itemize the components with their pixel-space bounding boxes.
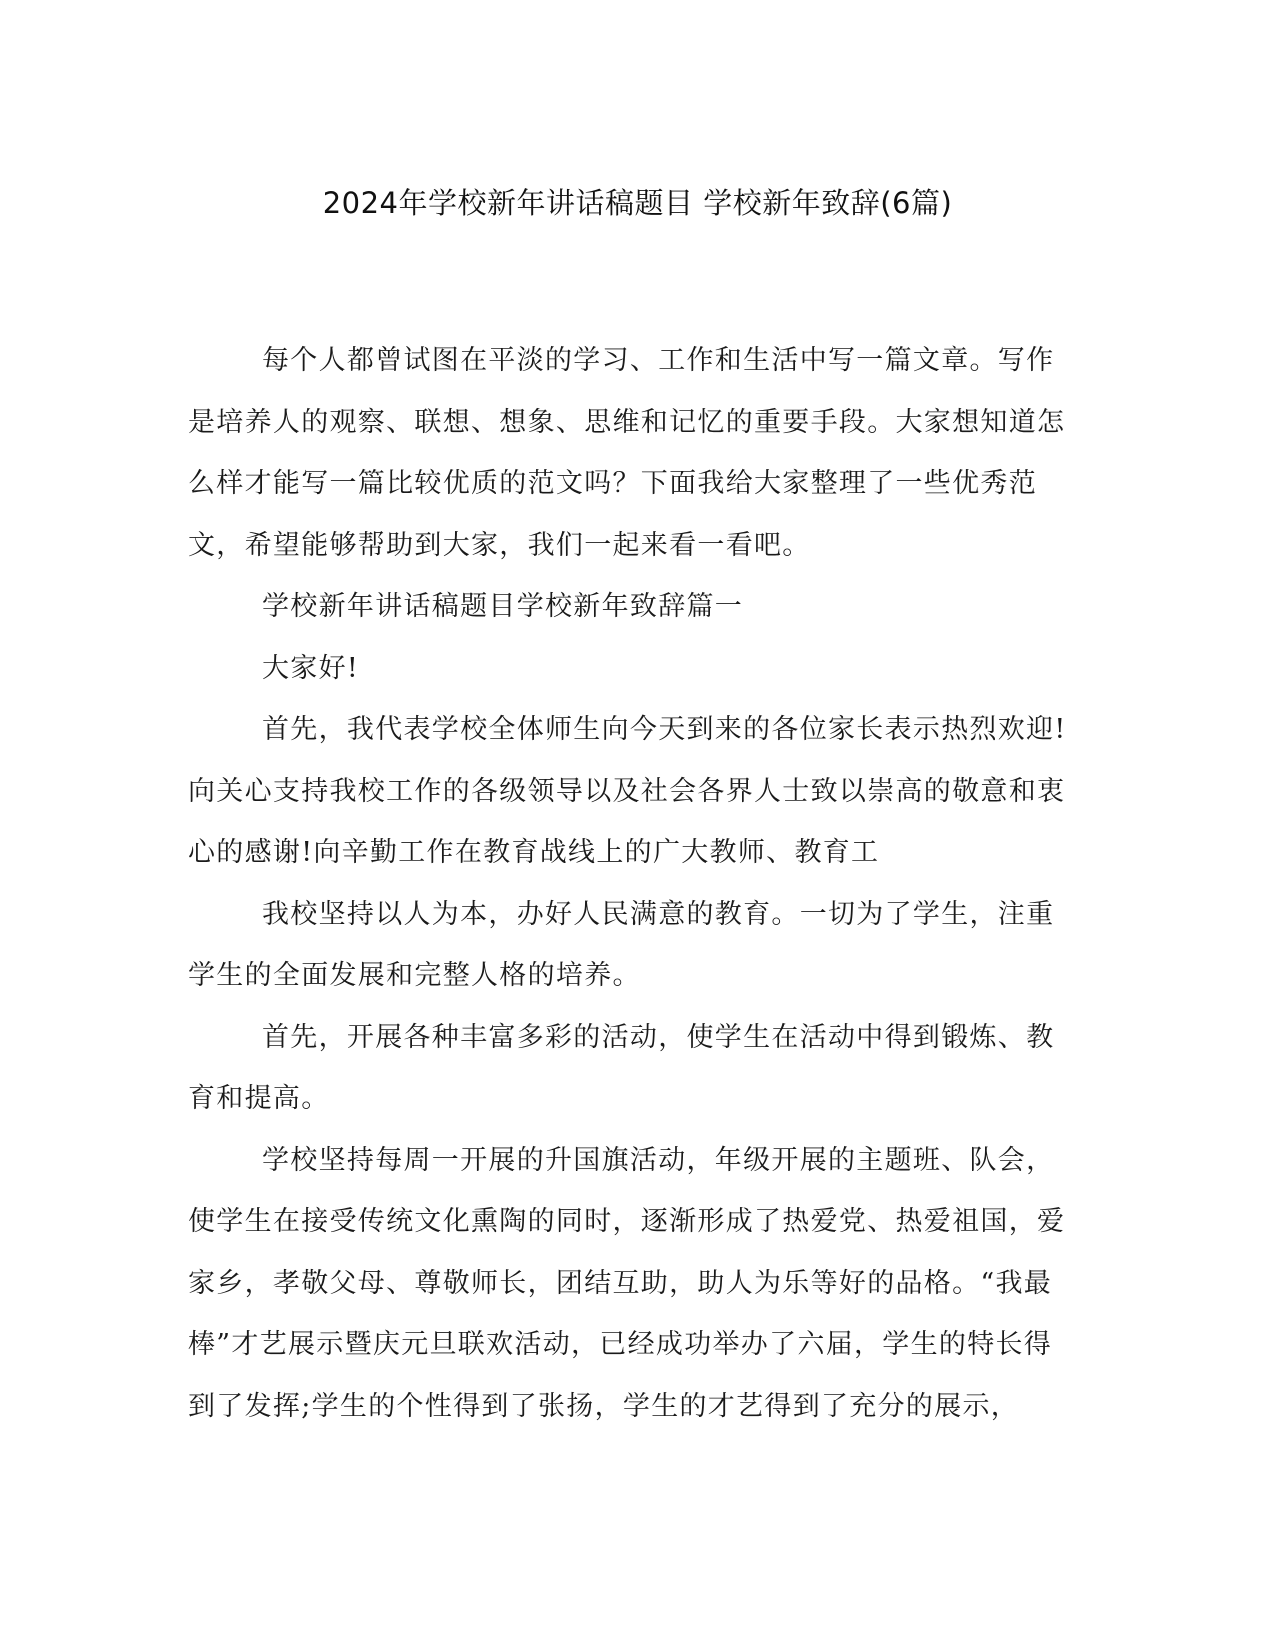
document-title: 2024年学校新年讲话稿题目 学校新年致辞(6篇) xyxy=(322,186,953,220)
paragraph-activities: 首先，开展各种丰富多彩的活动，使学生在活动中得到锻炼、教育和提高。 xyxy=(188,1021,1055,1114)
document-body xyxy=(188,330,1070,1437)
paragraph-intro: 每个人都曾试图在平淡的学习、工作和生活中写一篇文章。写作是培养人的观察、联想、想象、思维和记忆的重要手段。大家想知道怎么样才能写一篇比较优质的范文吗？下面我给大家整理了一些优秀范文，希望能够帮助到大家，我们一起来看一看吧。 xyxy=(188,345,1066,561)
paragraph-welcome: 首先，我代表学校全体师生向今天到来的各位家长表示热烈欢迎!向关心支持我校工作的各级领导以及社会各界人士致以崇高的敬意和衷心的感谢!向辛勤工作在教育战线上的广大教师、教育工 xyxy=(188,714,1067,868)
paragraph-philosophy: 我校坚持以人为本，办好人民满意的教育。一切为了学生，注重学生的全面发展和完整人格的培养。 xyxy=(188,898,1055,991)
paragraph-greeting: 大家好! xyxy=(262,652,360,684)
section-heading: 学校新年讲话稿题目学校新年致辞篇一 xyxy=(262,591,744,622)
paragraph-flag-ceremony: 学校坚持每周一开展的升国旗活动，年级开展的主题班、队会，使学生在接受传统文化熏陶的同时，逐渐形成了热爱党、热爱祖国，爱家乡，孝敬父母、尊敬师长，团结互助，助人为乐等好的品格。“我最棒”才艺展示暨庆元旦联欢活动，已经成功举办了六届，学生的特长得到了发挥;学生的个性得到了张扬，学生的才艺得到了充分的展示， xyxy=(188,1144,1066,1422)
